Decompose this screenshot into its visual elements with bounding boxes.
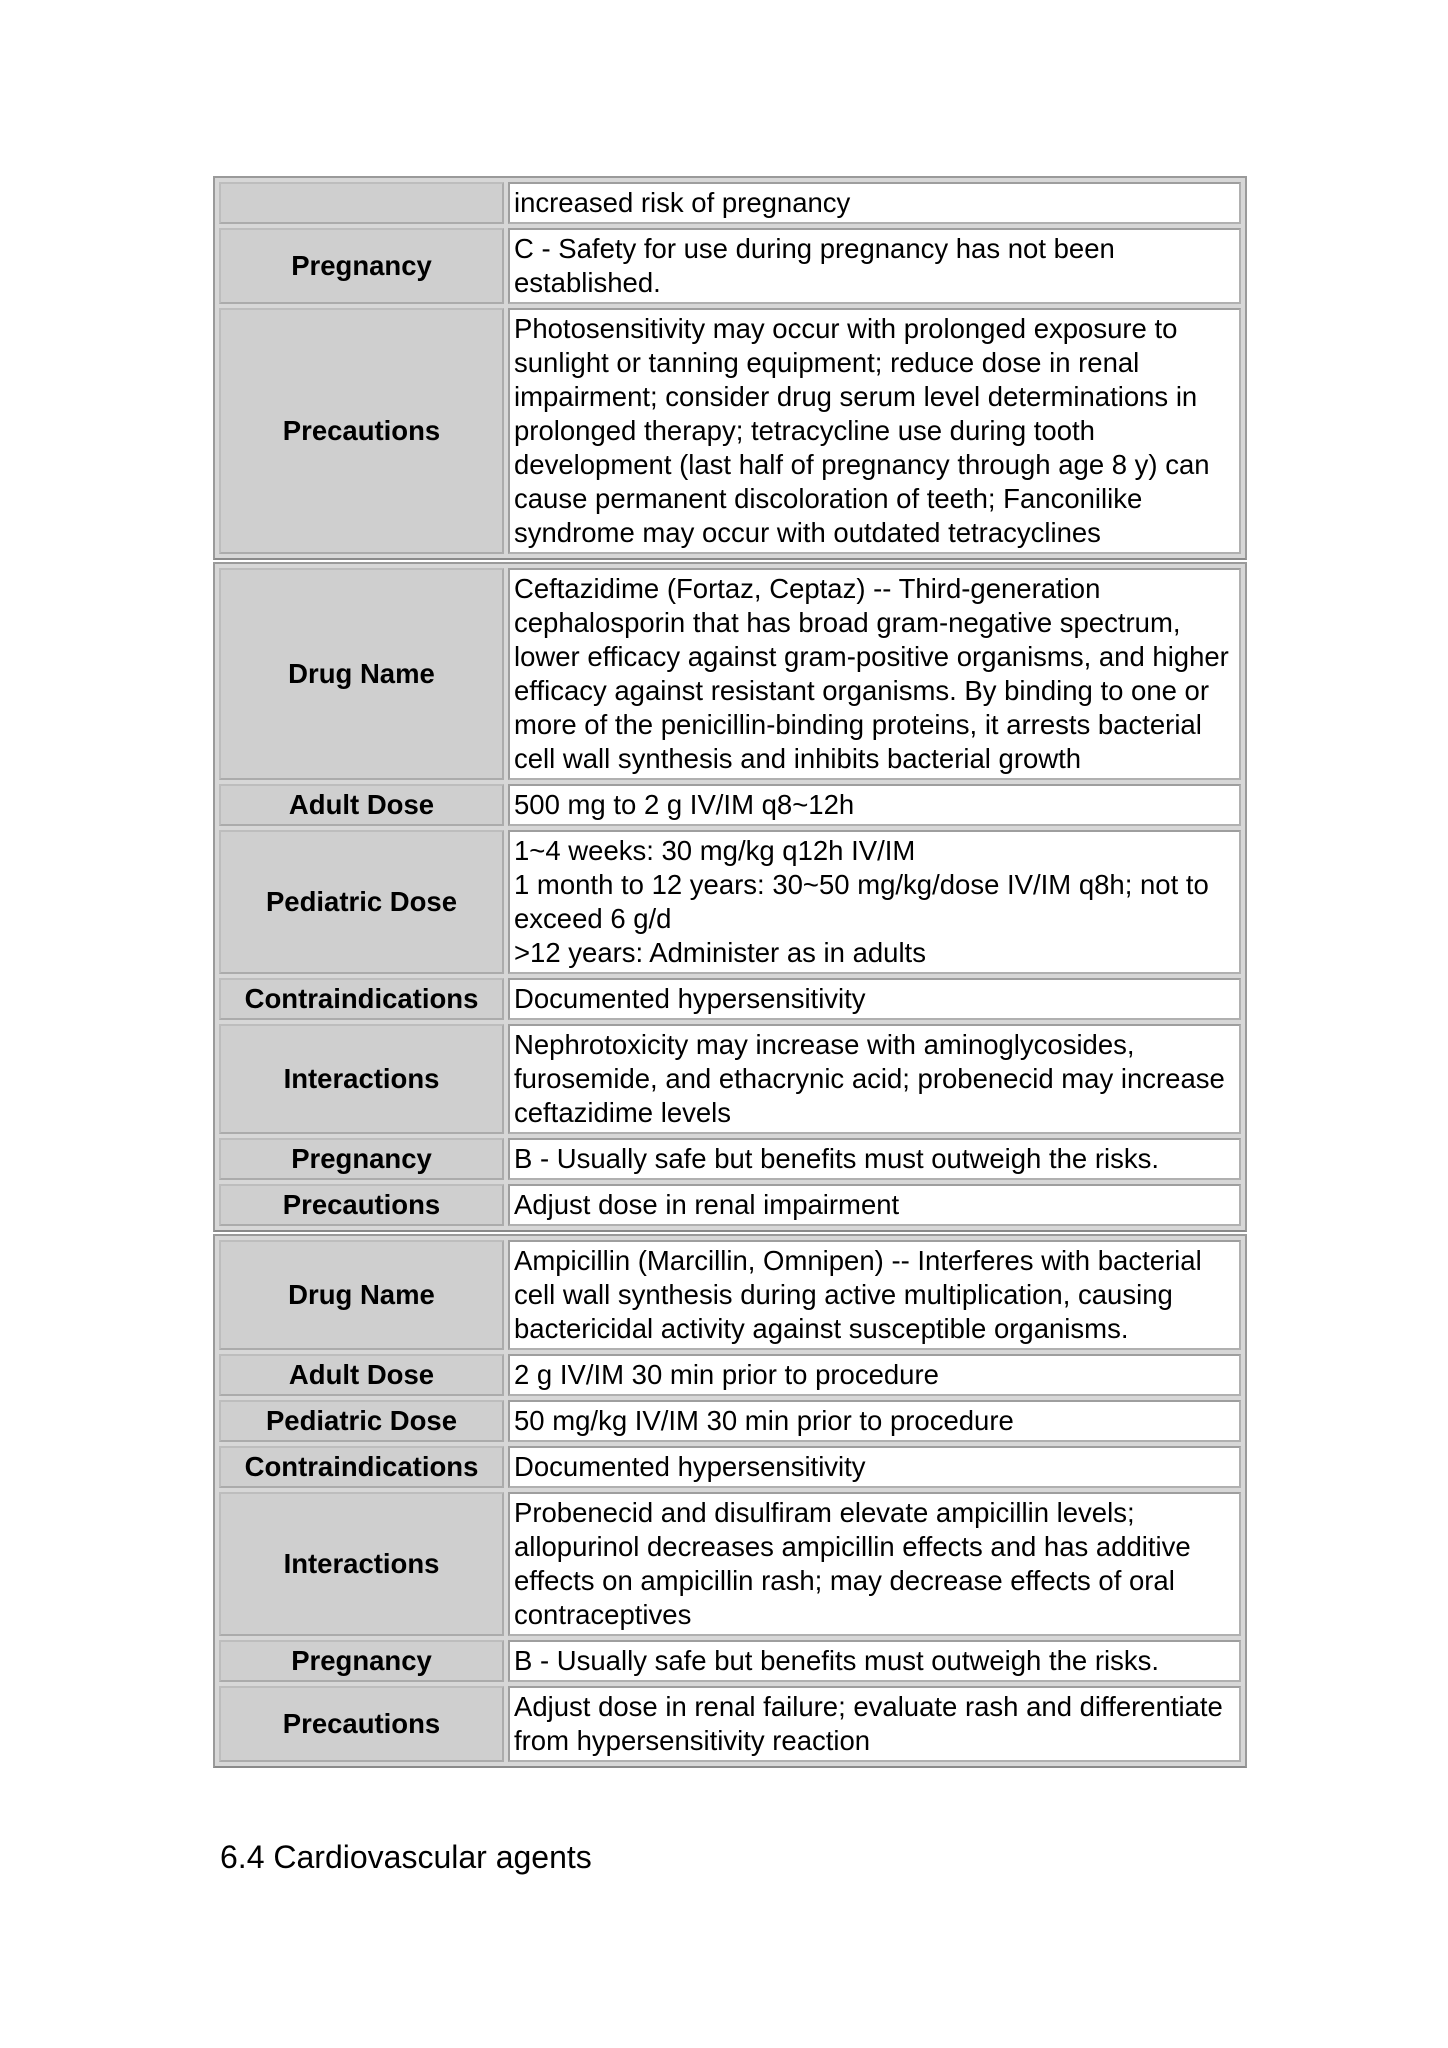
row-value: 2 g IV/IM 30 min prior to procedure [508, 1354, 1241, 1396]
table-row [219, 228, 1241, 304]
table-row [219, 1240, 1241, 1350]
row-label [219, 182, 504, 224]
row-label: Pediatric Dose [219, 830, 504, 974]
table-row [219, 568, 1241, 780]
table-row [219, 1446, 1241, 1488]
row-label: Drug Name [219, 1240, 504, 1350]
row-label: Precautions [219, 308, 504, 554]
row-label: Pregnancy [219, 1138, 504, 1180]
drug-monograph [213, 176, 1247, 1768]
section-heading: 6.4 Cardiovascular agents [220, 1839, 592, 1875]
value-line: 1~4 weeks: 30 mg/kg q12h IV/IM [514, 835, 916, 866]
table-row [219, 182, 1241, 224]
table-row [219, 1024, 1241, 1134]
drug-table-ampicillin [213, 1234, 1247, 1768]
table-row [219, 784, 1241, 826]
row-value: Adjust dose in renal impairment [508, 1184, 1241, 1226]
row-label: Pediatric Dose [219, 1400, 504, 1442]
row-value: Probenecid and disulfiram elevate ampicillin levels; allopurinol decreases ampicillin effects and has additive effects on ampicillin rash; may decrease effects of oral contraceptives [508, 1492, 1241, 1636]
table-row [219, 1640, 1241, 1682]
drug-table-tetracycline-continued [213, 176, 1247, 560]
row-label: Contraindications [219, 1446, 504, 1488]
row-label: Pregnancy [219, 228, 504, 304]
row-label: Precautions [219, 1686, 504, 1762]
row-value: 500 mg to 2 g IV/IM q8~12h [508, 784, 1241, 826]
row-label: Adult Dose [219, 784, 504, 826]
row-value: B - Usually safe but benefits must outweigh the risks. [508, 1640, 1241, 1682]
row-value: C - Safety for use during pregnancy has not been established. [508, 228, 1241, 304]
row-value: Documented hypersensitivity [508, 1446, 1241, 1488]
table-row [219, 1138, 1241, 1180]
row-label: Pregnancy [219, 1640, 504, 1682]
row-value: Nephrotoxicity may increase with aminoglycosides, furosemide, and ethacrynic acid; probenecid may increase ceftazidime levels [508, 1024, 1241, 1134]
row-label: Interactions [219, 1024, 504, 1134]
row-value: increased risk of pregnancy [508, 182, 1241, 224]
row-label: Interactions [219, 1492, 504, 1636]
table-row [219, 978, 1241, 1020]
row-label: Adult Dose [219, 1354, 504, 1396]
row-label: Drug Name [219, 568, 504, 780]
row-value: B - Usually safe but benefits must outweigh the risks. [508, 1138, 1241, 1180]
table-row [219, 1400, 1241, 1442]
row-value: 50 mg/kg IV/IM 30 min prior to procedure [508, 1400, 1241, 1442]
table-row [219, 1686, 1241, 1762]
row-value [508, 830, 1241, 974]
table-row [219, 1184, 1241, 1226]
value-line: 1 month to 12 years: 30~50 mg/kg/dose IV/IM q8h; not to exceed 6 g/d [514, 869, 1209, 934]
table-row [219, 1354, 1241, 1396]
table-row [219, 308, 1241, 554]
row-value: Adjust dose in renal failure; evaluate rash and differentiate from hypersensitivity reaction [508, 1686, 1241, 1762]
row-label: Contraindications [219, 978, 504, 1020]
value-line: >12 years: Administer as in adults [514, 937, 926, 968]
table-row [219, 1492, 1241, 1636]
row-value: Ampicillin (Marcillin, Omnipen) -- Interferes with bacterial cell wall synthesis during active multiplication, causing bactericidal activity against susceptible organisms. [508, 1240, 1241, 1350]
row-label: Precautions [219, 1184, 504, 1226]
row-value: Photosensitivity may occur with prolonged exposure to sunlight or tanning equipment; reduce dose in renal impairment; consider drug serum level determinations in prolonged therapy; tetracycline use during tooth development (last half of pregnancy through age 8 y) can cause permanent discoloration of teeth; Fanconilike syndrome may occur with outdated tetracyclines [508, 308, 1241, 554]
drug-table-ceftazidime [213, 562, 1247, 1232]
row-value: Ceftazidime (Fortaz, Ceptaz) -- Third-generation cephalosporin that has broad gram-negative spectrum, lower efficacy against gram-positive organisms, and higher efficacy against resistant organisms. By binding to one or more of the penicillin-binding proteins, it arrests bacterial cell wall synthesis and inhibits bacterial growth [508, 568, 1241, 780]
row-value: Documented hypersensitivity [508, 978, 1241, 1020]
table-row [219, 830, 1241, 974]
